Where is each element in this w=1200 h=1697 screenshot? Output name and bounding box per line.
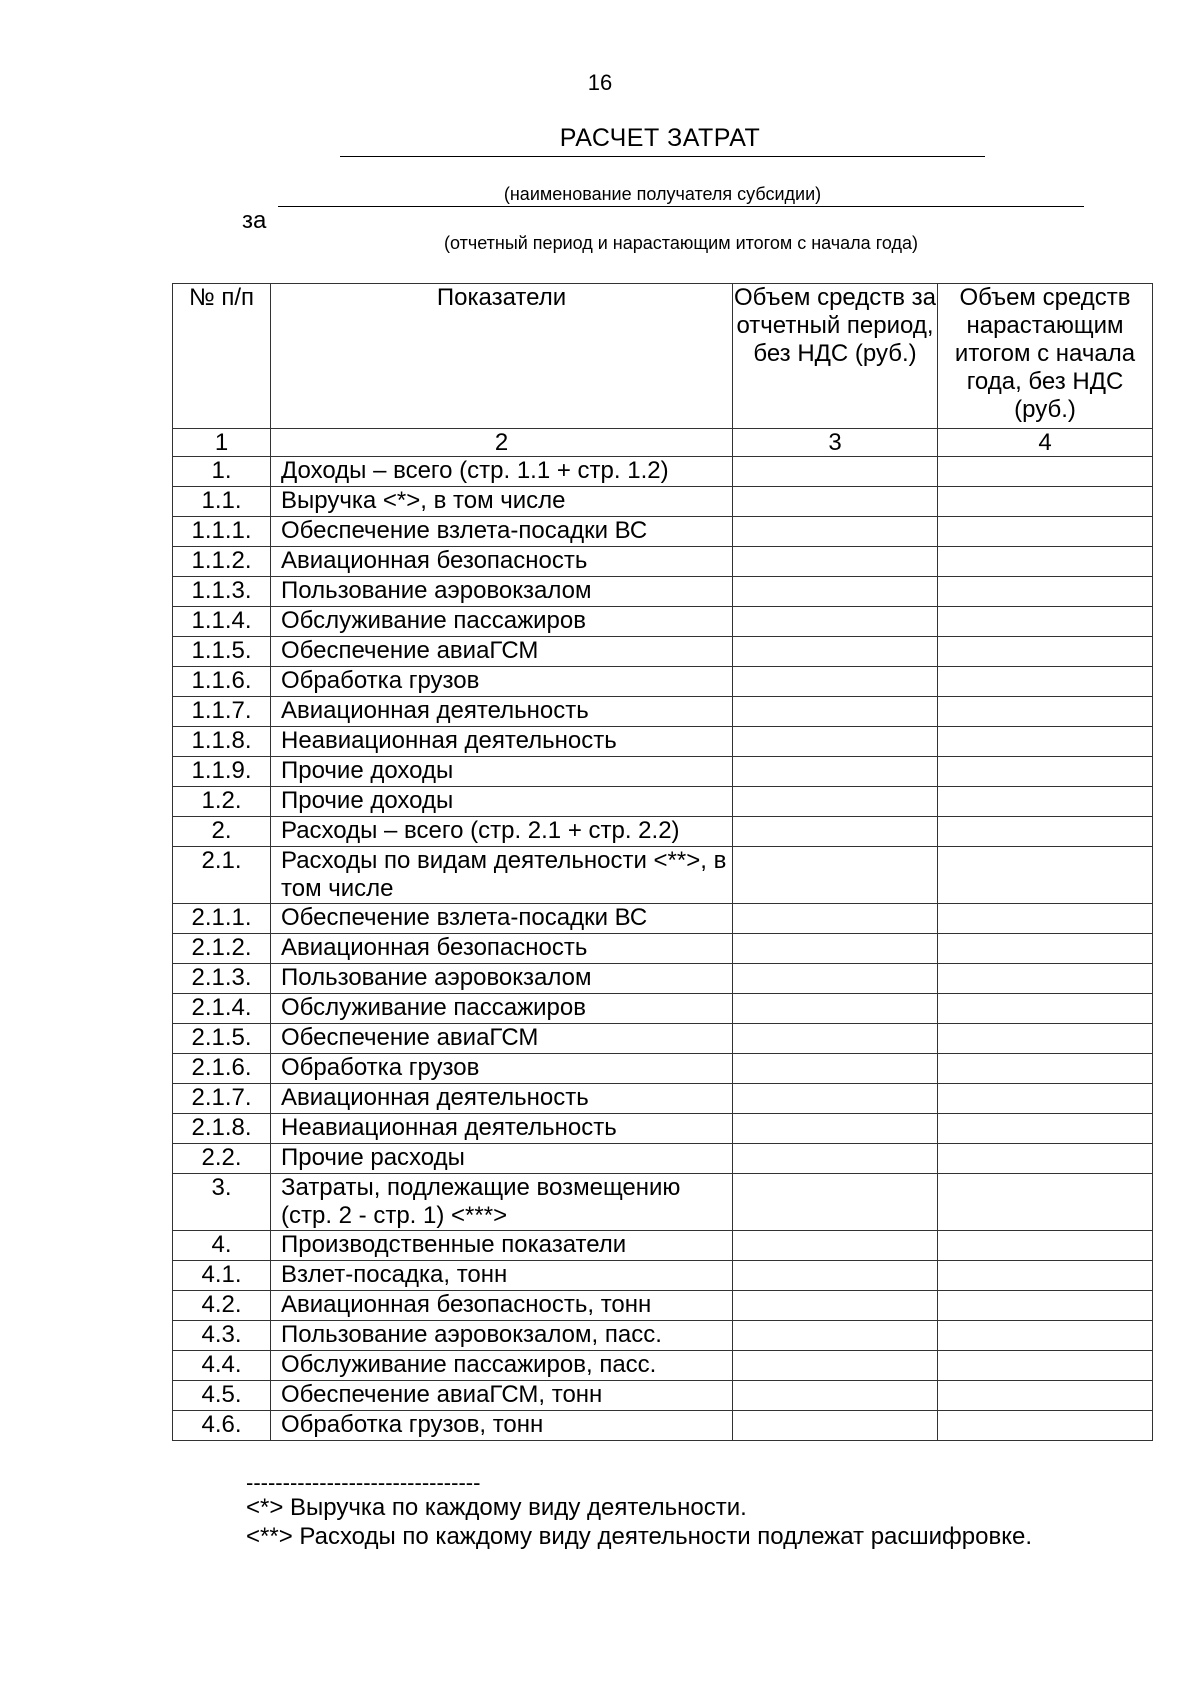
- row-number: 1.1.4.: [173, 607, 271, 637]
- row-indicator: Доходы – всего (стр. 1.1 + стр. 1.2): [271, 457, 733, 487]
- table-row: [173, 457, 1153, 487]
- period-amount-cell[interactable]: [733, 1291, 938, 1321]
- row-indicator: Обеспечение взлета-посадки ВС: [271, 904, 733, 934]
- row-number: 1.1.8.: [173, 727, 271, 757]
- row-number: 2.1.4.: [173, 994, 271, 1024]
- footnote-expenses: <**> Расходы по каждому виду деятельности подлежат расшифровке.: [246, 1523, 1033, 1550]
- period-amount-cell[interactable]: [733, 517, 938, 547]
- period-amount-cell[interactable]: [733, 457, 938, 487]
- cumulative-amount-cell[interactable]: [938, 994, 1153, 1024]
- period-amount-cell[interactable]: [733, 1054, 938, 1084]
- row-indicator: Обеспечение авиаГСМ, тонн: [271, 1381, 733, 1411]
- period-label: за: [242, 207, 267, 234]
- row-number: 4.6.: [173, 1411, 271, 1441]
- cumulative-amount-cell[interactable]: [938, 637, 1153, 667]
- period-amount-cell[interactable]: [733, 1174, 938, 1231]
- period-amount-cell[interactable]: [733, 607, 938, 637]
- row-number: 1.1.5.: [173, 637, 271, 667]
- row-number: 2.1.2.: [173, 934, 271, 964]
- row-indicator: Неавиационная деятельность: [271, 1114, 733, 1144]
- period-amount-cell[interactable]: [733, 1024, 938, 1054]
- table-row: [173, 727, 1153, 757]
- row-number: 2.1.3.: [173, 964, 271, 994]
- cumulative-amount-cell[interactable]: [938, 904, 1153, 934]
- cumulative-amount-cell[interactable]: [938, 787, 1153, 817]
- row-indicator: Обслуживание пассажиров: [271, 607, 733, 637]
- period-amount-cell[interactable]: [733, 727, 938, 757]
- table-row: [173, 1084, 1153, 1114]
- period-amount-cell[interactable]: [733, 787, 938, 817]
- row-number: 1.1.: [173, 487, 271, 517]
- row-indicator: Прочие расходы: [271, 1144, 733, 1174]
- cumulative-amount-cell[interactable]: [938, 1351, 1153, 1381]
- period-amount-cell[interactable]: [733, 847, 938, 904]
- row-number: 4.3.: [173, 1321, 271, 1351]
- footnote-revenue: <*> Выручка по каждому виду деятельности.: [246, 1494, 747, 1521]
- row-number: 1.: [173, 457, 271, 487]
- row-number: 4.5.: [173, 1381, 271, 1411]
- period-amount-cell[interactable]: [733, 1231, 938, 1261]
- row-indicator: Обработка грузов: [271, 1054, 733, 1084]
- row-indicator: Пользование аэровокзалом, пасс.: [271, 1321, 733, 1351]
- cumulative-amount-cell[interactable]: [938, 667, 1153, 697]
- table-row: [173, 697, 1153, 727]
- column-number: 3: [733, 429, 938, 457]
- period-amount-cell[interactable]: [733, 1084, 938, 1114]
- row-indicator: Обеспечение авиаГСМ: [271, 1024, 733, 1054]
- table-header-row: [173, 284, 1153, 429]
- table-row: [173, 934, 1153, 964]
- table-row: [173, 964, 1153, 994]
- cumulative-amount-cell[interactable]: [938, 547, 1153, 577]
- period-caption: (отчетный период и нарастающим итогом с начала года): [443, 233, 918, 253]
- table-row: [173, 1321, 1153, 1351]
- cumulative-amount-cell[interactable]: [938, 517, 1153, 547]
- period-amount-cell[interactable]: [733, 1351, 938, 1381]
- row-number: 4.2.: [173, 1291, 271, 1321]
- table-row: [173, 1024, 1153, 1054]
- row-indicator: Затраты, подлежащие возмещению (стр. 2 - стр. 1) <***>: [271, 1174, 733, 1231]
- cumulative-amount-cell[interactable]: [938, 1114, 1153, 1144]
- row-number: 4.: [173, 1231, 271, 1261]
- row-number: 4.1.: [173, 1261, 271, 1291]
- row-number: 1.1.7.: [173, 697, 271, 727]
- document-title: РАСЧЕТ ЗАТРАТ: [559, 124, 761, 152]
- table-row: [173, 1381, 1153, 1411]
- header-indicators: Показатели: [271, 284, 733, 429]
- period-amount-cell[interactable]: [733, 1411, 938, 1441]
- cumulative-amount-cell[interactable]: [938, 1084, 1153, 1114]
- period-line: [278, 206, 1084, 207]
- recipient-line: [340, 156, 985, 157]
- table-row: [173, 667, 1153, 697]
- row-indicator: Авиационная деятельность: [271, 1084, 733, 1114]
- cumulative-amount-cell[interactable]: [938, 1024, 1153, 1054]
- row-indicator: Обработка грузов, тонн: [271, 1411, 733, 1441]
- period-amount-cell[interactable]: [733, 934, 938, 964]
- cumulative-amount-cell[interactable]: [938, 1321, 1153, 1351]
- period-amount-cell[interactable]: [733, 1261, 938, 1291]
- table-row: [173, 517, 1153, 547]
- page-number: 16: [587, 70, 613, 95]
- table-row: [173, 1114, 1153, 1144]
- cumulative-amount-cell[interactable]: [938, 1381, 1153, 1411]
- period-amount-cell[interactable]: [733, 1114, 938, 1144]
- row-number: 1.1.3.: [173, 577, 271, 607]
- recipient-caption: (наименование получателя субсидии): [503, 184, 822, 204]
- period-amount-cell[interactable]: [733, 1321, 938, 1351]
- table-row: [173, 1291, 1153, 1321]
- row-number: 1.1.9.: [173, 757, 271, 787]
- table-row: [173, 787, 1153, 817]
- row-number: 2.1.5.: [173, 1024, 271, 1054]
- period-amount-cell[interactable]: [733, 547, 938, 577]
- cumulative-amount-cell[interactable]: [938, 487, 1153, 517]
- table-row: [173, 1144, 1153, 1174]
- table-row: [173, 637, 1153, 667]
- row-number: 2.2.: [173, 1144, 271, 1174]
- period-amount-cell[interactable]: [733, 1381, 938, 1411]
- row-number: 2.: [173, 817, 271, 847]
- cumulative-amount-cell[interactable]: [938, 607, 1153, 637]
- row-indicator: Обслуживание пассажиров: [271, 994, 733, 1024]
- period-amount-cell[interactable]: [733, 577, 938, 607]
- table-row: [173, 757, 1153, 787]
- table-row: [173, 577, 1153, 607]
- period-amount-cell[interactable]: [733, 964, 938, 994]
- row-indicator: Расходы по видам деятельности <**>, в том числе: [271, 847, 733, 904]
- cumulative-amount-cell[interactable]: [938, 697, 1153, 727]
- row-indicator: Прочие доходы: [271, 787, 733, 817]
- period-amount-cell[interactable]: [733, 757, 938, 787]
- cumulative-amount-cell[interactable]: [938, 727, 1153, 757]
- cumulative-amount-cell[interactable]: [938, 1261, 1153, 1291]
- period-amount-cell[interactable]: [733, 637, 938, 667]
- row-number: 3.: [173, 1174, 271, 1231]
- cumulative-amount-cell[interactable]: [938, 577, 1153, 607]
- cumulative-amount-cell[interactable]: [938, 1411, 1153, 1441]
- row-indicator: Авиационная деятельность: [271, 697, 733, 727]
- table-row: [173, 607, 1153, 637]
- row-number: 1.1.2.: [173, 547, 271, 577]
- table-row: [173, 1174, 1153, 1231]
- row-number: 2.1.6.: [173, 1054, 271, 1084]
- period-amount-cell[interactable]: [733, 487, 938, 517]
- row-indicator: Прочие доходы: [271, 757, 733, 787]
- row-indicator: Расходы – всего (стр. 2.1 + стр. 2.2): [271, 817, 733, 847]
- table-row: [173, 994, 1153, 1024]
- row-indicator: Пользование аэровокзалом: [271, 964, 733, 994]
- table-row: [173, 1351, 1153, 1381]
- cost-table: [172, 283, 1153, 1441]
- cumulative-amount-cell[interactable]: [938, 1174, 1153, 1231]
- table-row: [173, 847, 1153, 904]
- cumulative-amount-cell[interactable]: [938, 457, 1153, 487]
- row-indicator: Обработка грузов: [271, 667, 733, 697]
- column-number: 1: [173, 429, 271, 457]
- row-number: 1.2.: [173, 787, 271, 817]
- table-row: [173, 904, 1153, 934]
- header-number: № п/п: [173, 284, 271, 429]
- row-number: 1.1.6.: [173, 667, 271, 697]
- table-row: [173, 1231, 1153, 1261]
- column-number: 4: [938, 429, 1153, 457]
- row-indicator: Обеспечение взлета-посадки ВС: [271, 517, 733, 547]
- cumulative-amount-cell[interactable]: [938, 964, 1153, 994]
- column-number-row: [173, 429, 1153, 457]
- period-amount-cell[interactable]: [733, 667, 938, 697]
- cumulative-amount-cell[interactable]: [938, 817, 1153, 847]
- table-body: [173, 457, 1153, 1441]
- period-amount-cell[interactable]: [733, 697, 938, 727]
- period-amount-cell[interactable]: [733, 904, 938, 934]
- row-indicator: Неавиационная деятельность: [271, 727, 733, 757]
- column-number: 2: [271, 429, 733, 457]
- row-indicator: Авиационная безопасность, тонн: [271, 1291, 733, 1321]
- table-row: [173, 1261, 1153, 1291]
- header-cumulative-amount: Объем средств нарастающим итогом с начала года, без НДС (руб.): [938, 284, 1153, 429]
- row-number: 2.1.1.: [173, 904, 271, 934]
- cumulative-amount-cell[interactable]: [938, 1054, 1153, 1084]
- cumulative-amount-cell[interactable]: [938, 847, 1153, 904]
- cumulative-amount-cell[interactable]: [938, 757, 1153, 787]
- cumulative-amount-cell[interactable]: [938, 1144, 1153, 1174]
- row-indicator: Взлет-посадка, тонн: [271, 1261, 733, 1291]
- row-indicator: Выручка <*>, в том числе: [271, 487, 733, 517]
- period-amount-cell[interactable]: [733, 994, 938, 1024]
- cumulative-amount-cell[interactable]: [938, 1231, 1153, 1261]
- period-amount-cell[interactable]: [733, 1144, 938, 1174]
- row-indicator: Пользование аэровокзалом: [271, 577, 733, 607]
- row-indicator: Производственные показатели: [271, 1231, 733, 1261]
- cumulative-amount-cell[interactable]: [938, 934, 1153, 964]
- table-row: [173, 547, 1153, 577]
- row-number: 4.4.: [173, 1351, 271, 1381]
- row-number: 2.1.7.: [173, 1084, 271, 1114]
- table-row: [173, 1411, 1153, 1441]
- row-indicator: Обеспечение авиаГСМ: [271, 637, 733, 667]
- row-indicator: Авиационная безопасность: [271, 934, 733, 964]
- table-row: [173, 1054, 1153, 1084]
- period-amount-cell[interactable]: [733, 817, 938, 847]
- row-number: 2.1.8.: [173, 1114, 271, 1144]
- row-indicator: Авиационная безопасность: [271, 547, 733, 577]
- table-row: [173, 487, 1153, 517]
- table-row: [173, 817, 1153, 847]
- row-number: 1.1.1.: [173, 517, 271, 547]
- header-period-amount: Объем средств за отчетный период, без НДС (руб.): [733, 284, 938, 429]
- row-number: 2.1.: [173, 847, 271, 904]
- footnote-separator: --------------------------------: [246, 1470, 481, 1495]
- cumulative-amount-cell[interactable]: [938, 1291, 1153, 1321]
- row-indicator: Обслуживание пассажиров, пасс.: [271, 1351, 733, 1381]
